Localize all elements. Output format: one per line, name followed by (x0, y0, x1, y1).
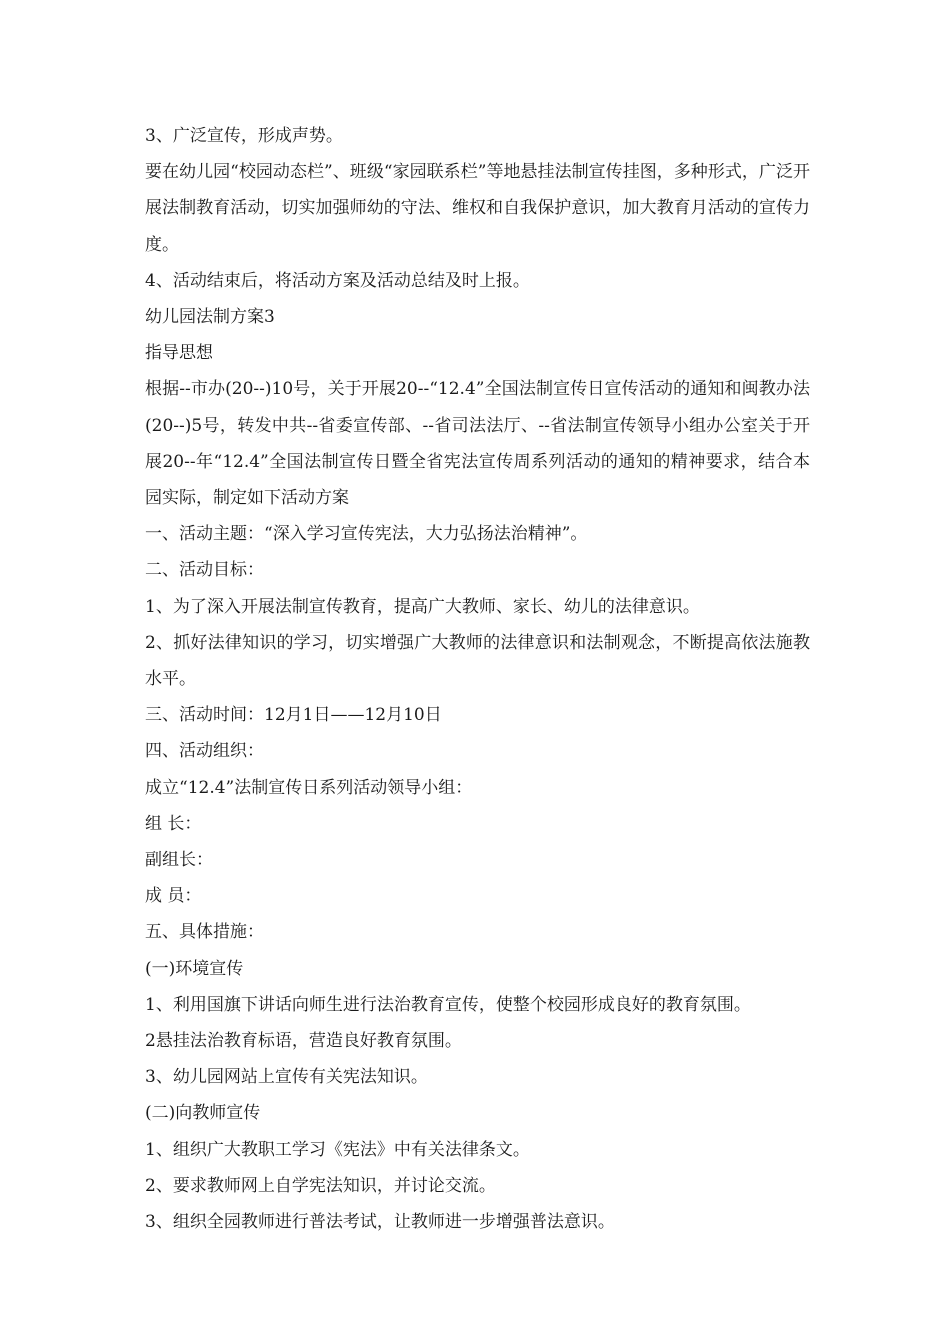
subheading-teacher-publicity: (二)向教师宣传 (145, 1103, 261, 1124)
measure-env-item-2: 2悬挂法治教育标语，营造良好教育氛围。 (145, 1031, 462, 1052)
section-title-plan-3: 幼儿园法制方案3 (145, 307, 275, 328)
measure-teacher-item-3: 3、组织全园教师进行普法考试，让教师进一步增强普法意识。 (145, 1212, 615, 1233)
paragraph-item-4-report: 4、活动结束后，将活动方案及活动总结及时上报。 (145, 270, 530, 291)
heading-specific-measures: 五、具体措施： (145, 922, 264, 943)
heading-activity-theme: 一、活动主题：“深入学习宣传宪法，大力弘扬法治精神”。 (145, 524, 588, 545)
goal-item-1: 1、为了深入开展法制宣传教育，提高广大教师、家长、幼儿的法律意识。 (145, 596, 700, 617)
heading-activity-goals: 二、活动目标： (145, 560, 264, 581)
goal-item-2: 2、抓好法律知识的学习，切实增强广大教师的法律意识和法制观念，不断提高依法施教水平。 (145, 632, 810, 690)
paragraph-item-3-publicity: 3、广泛宣传，形成声势。 (145, 126, 343, 146)
role-group-leader: 组 长： (145, 813, 202, 834)
heading-activity-organization: 四、活动组织： (145, 741, 264, 762)
measure-env-item-3: 3、幼儿园网站上宣传有关宪法知识。 (145, 1067, 428, 1088)
subheading-environment-publicity: (一)环境宣传 (145, 958, 244, 979)
heading-guiding-ideology: 指导思想 (145, 343, 213, 364)
measure-env-item-1: 1、利用国旗下讲话向师生进行法治教育宣传，使整个校园形成良好的教育氛围。 (145, 994, 751, 1015)
paragraph-basis: 根据--市办(20--)10号，关于开展20--“12.4”全国法制宣传日宣传活动的通知和闽教办法(20--)5号，转发中共--省委宣传部、--省司法法厅、--省法制宣传领导小组办公室关于开展20--年“12.4”全国法制宣传日暨全省宪法宣传周系列活动的通知的精神要求，结合本园实际，制定如下活动方案 (145, 379, 810, 509)
heading-activity-time: 三、活动时间：12月1日——12月10日 (145, 705, 442, 726)
role-deputy-leader: 副组长： (145, 850, 213, 871)
paragraph-leading-group: 成立“12.4”法制宣传日系列活动领导小组： (145, 777, 473, 798)
role-members: 成 员： (145, 886, 202, 907)
paragraph-publicity-detail: 要在幼儿园“校园动态栏”、班级“家园联系栏”等地悬挂法制宣传挂图，多种形式，广泛开展法制教育活动，切实加强师幼的守法、维权和自我保护意识，加大教育月活动的宣传力度。 (145, 162, 810, 255)
measure-teacher-item-2: 2、要求教师网上自学宪法知识，并讨论交流。 (145, 1175, 496, 1196)
measure-teacher-item-1: 1、组织广大教职工学习《宪法》中有关法律条文。 (145, 1139, 530, 1160)
document-body (145, 118, 810, 1240)
